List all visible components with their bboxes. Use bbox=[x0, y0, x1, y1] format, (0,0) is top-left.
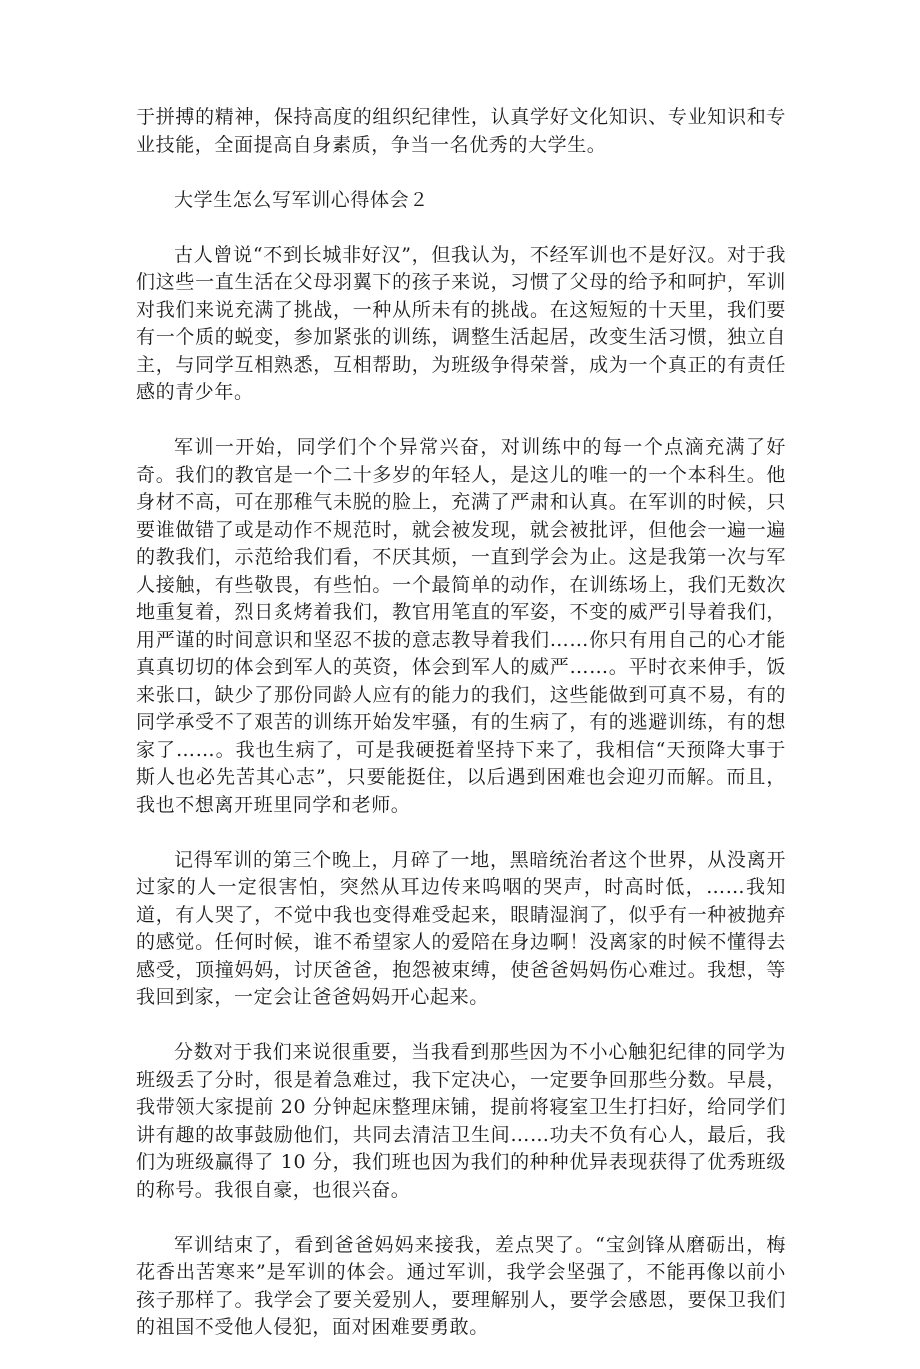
document-body bbox=[136, 104, 786, 1369]
paragraph: 分数对于我们来说很重要，当我看到那些因为不小心触犯纪律的同学为班级丢了分时，很是着急难过，我下定决心，一定要争回那些分数。早晨，我带领大家提前 20 分钟起床整理床铺，提前将寝室卫生打扫好，给同学们讲有趣的故事鼓励他们，共同去清洁卫生间……功夫不负有心人，最后，我们为班级赢得了 10 分，我们班也因为我们的种种优异表现获得了优秀班级的称号。我很自豪，也很兴奋。 bbox=[136, 1041, 786, 1201]
paragraph: 军训结束了，看到爸爸妈妈来接我，差点哭了。“宝剑锋从磨砺出，梅花香出苦寒来”是军训的体会。通过军训，我学会坚强了，不能再像以前小孩子那样了。我学会了要关爱别人，要理解别人，要学会感恩，要保卫我们的祖国不受他人侵犯，面对困难要勇敢。 bbox=[136, 1233, 786, 1338]
section-heading: 大学生怎么写军训心得体会２ bbox=[174, 188, 429, 211]
paragraph: 记得军训的第三个晚上，月碎了一地，黑暗统治者这个世界，从没离开过家的人一定很害怕，突然从耳边传来呜咽的哭声，时高时低，……我知道，有人哭了，不觉中我也变得难受起来，眼睛湿润了，似乎有一种被抛弃的感觉。任何时候，谁不希望家人的爱陪在身边啊！没离家的时候不懂得去感受，顶撞妈妈，讨厌爸爸，抱怨被束缚，使爸爸妈妈伤心难过。我想，等我回到家，一定会让爸爸妈妈开心起来。 bbox=[136, 848, 786, 1008]
paragraph: 古人曾说“不到长城非好汉”，但我认为，不经军训也不是好汉。对于我们这些一直生活在父母羽翼下的孩子来说，习惯了父母的给予和呵护，军训对我们来说充满了挑战，一种从所未有的挑战。在这短短的十天里，我们要有一个质的蜕变，参加紧张的训练，调整生活起居，改变生活习惯，独立自主，与同学互相熟悉，互相帮助，为班级争得荣誉，成为一个真正的有责任感的青少年。 bbox=[136, 243, 786, 403]
paragraph-continuation: 于拼搏的精神，保持高度的组织纪律性，认真学好文化知识、专业知识和专业技能，全面提高自身素质，争当一名优秀的大学生。 bbox=[136, 106, 786, 156]
paragraph: 军训一开始，同学们个个异常兴奋，对训练中的每一个点滴充满了好奇。我们的教官是一个二十多岁的年轻人，是这儿的唯一的一个本科生。他身材不高，可在那稚气未脱的脸上，充满了严肃和认真。在军训的时候，只要谁做错了或是动作不规范时，就会被发现，就会被批评，但他会一遍一遍的教我们，示范给我们看，不厌其烦，一直到学会为止。这是我第一次与军人接触，有些敬畏，有些怕。一个最简单的动作，在训练场上，我们无数次地重复着，烈日炙烤着我们，教官用笔直的军姿，不变的威严引导着我们，用严谨的时间意识和坚忍不拔的意志教导着我们……你只有用自己的心才能真真切切的体会到军人的英资，体会到军人的威严……。平时衣来伸手，饭来张口，缺少了那份同龄人应有的能力的我们，这些能做到可真不易，有的同学承受不了艰苦的训练开始发牢骚，有的生病了，有的逃避训练，有的想家了……。我也生病了，可是我硬挺着坚持下来了，我相信“天预降大事于斯人也必先苦其心志”，只要能挺住，以后遇到困难也会迎刃而解。而且，我也不想离开班里同学和老师。 bbox=[136, 436, 786, 816]
